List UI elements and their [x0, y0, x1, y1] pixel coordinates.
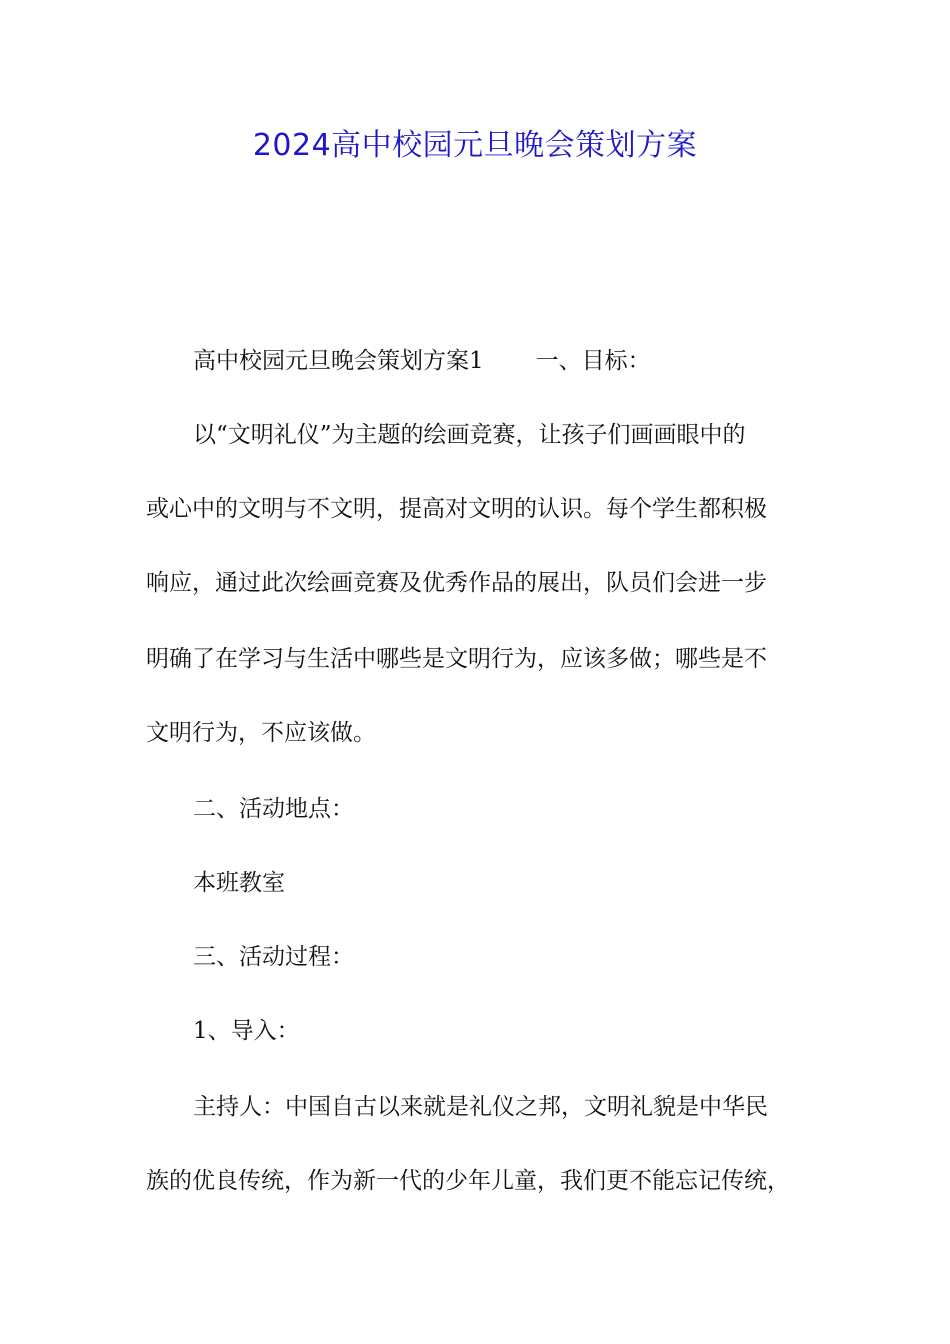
paragraph-line: 或心中的文明与不文明，提高对文明的认识。每个学生都积极: [146, 496, 767, 522]
paragraph-line: 文明行为，不应该做。: [146, 720, 376, 746]
plan-subtitle: 高中校园元旦晚会策划方案1: [193, 348, 484, 374]
process-heading: 三、活动过程：: [193, 944, 354, 970]
step-heading: 1、导入：: [193, 1018, 300, 1044]
location-text: 本班教室: [193, 870, 285, 896]
location-heading: 二、活动地点：: [193, 796, 354, 822]
section-heading-line: [193, 346, 813, 376]
paragraph-line: 响应，通过此次绘画竞赛及优秀作品的展出，队员们会进一步: [146, 570, 767, 596]
document-title: 2024高中校园元旦晚会策划方案: [252, 128, 698, 163]
paragraph-line: 明确了在学习与生活中哪些是文明行为，应该多做；哪些是不: [146, 646, 767, 672]
paragraph-line: 族的优良传统，作为新一代的少年儿童，我们更不能忘记传统，: [146, 1168, 790, 1194]
paragraph-line: 主持人：中国自古以来就是礼仪之邦，文明礼貌是中华民: [193, 1094, 768, 1120]
paragraph-line: 以“文明礼仪”为主题的绘画竞赛，让孩子们画画眼中的: [193, 422, 746, 448]
goal-heading: 一、目标：: [535, 348, 651, 374]
